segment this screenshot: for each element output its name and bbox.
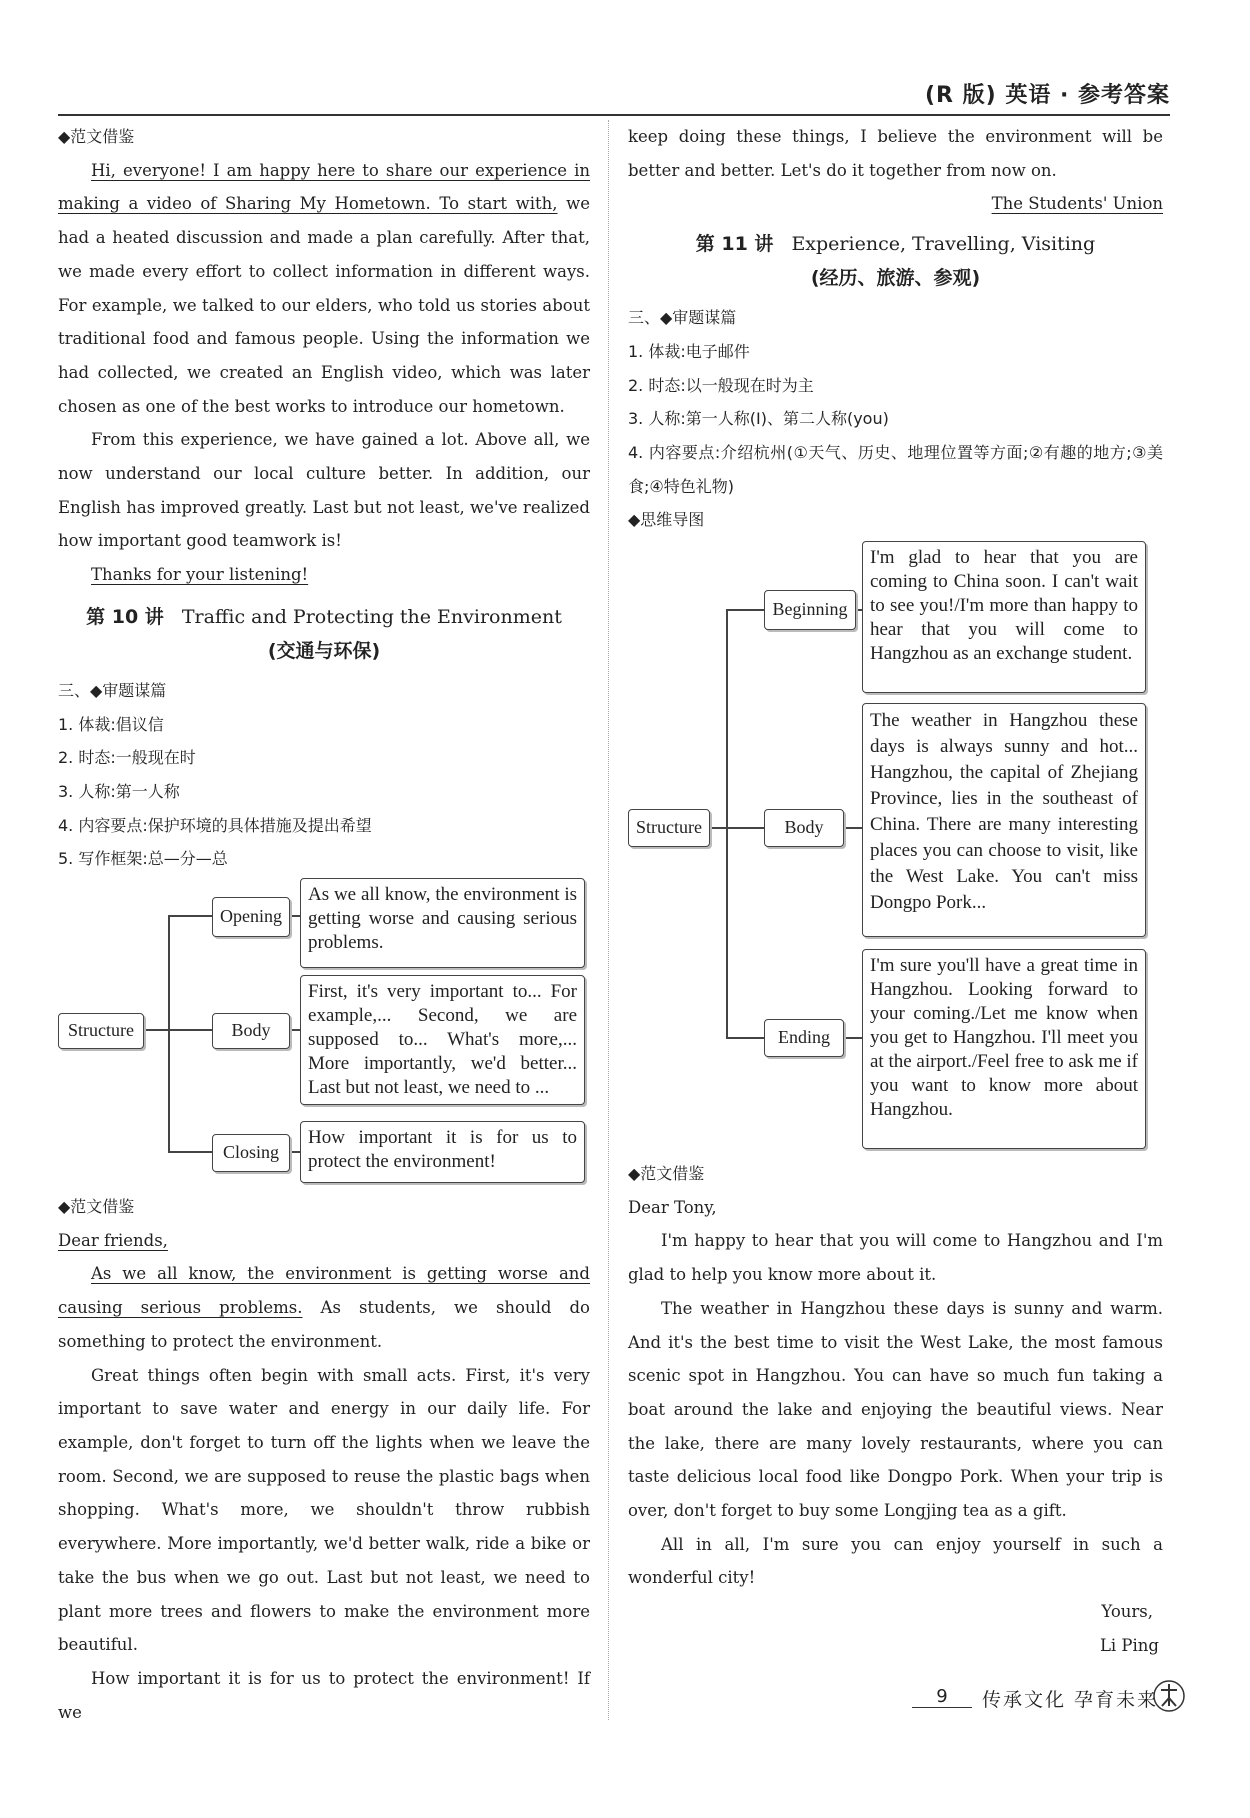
column-divider xyxy=(608,120,609,1720)
connector-line xyxy=(726,609,728,1037)
model-essay-heading: ◆范文借鉴 xyxy=(58,127,135,146)
model-essay-paragraph: How important it is for us to protect the environment! If we xyxy=(58,1668,590,1722)
model-essay-paragraph: Great things often begin with small acts. First, it's very important to save water and energy in our daily life. For example, don't forget to turn off the lights when we leave the room. Second, we are supposed to reuse the plastic bags when shopping. What's more, we shouldn't throw rubbish everywhere. More importantly, we'd better walk, ride a bike or take the bus when we go out. Last but not least, we need to plant more trees and flowers to make the environment more beautiful. xyxy=(58,1365,590,1655)
lecture-10-subtitle: (交通与环保) xyxy=(267,639,381,662)
analysis-item: 3. 人称:第一人称(I)、第二人称(you) xyxy=(628,409,889,429)
letter-greeting xyxy=(58,1224,590,1258)
lecture-name: Traffic and Protecting the Environment xyxy=(181,605,562,628)
underlined-sentence: The Students' Union xyxy=(991,194,1163,214)
connector-line xyxy=(726,609,764,611)
connector-line xyxy=(168,1151,212,1153)
mindmap-root: Structure xyxy=(58,1013,144,1049)
underlined-sentence: Thanks for your listening! xyxy=(91,565,309,585)
mindmap-heading: ◆思维导图 xyxy=(628,510,705,530)
letter-signature xyxy=(628,187,1163,221)
mindmap-body-text: First, it's very important to... For example,... Second, we are supposed to... What's more,... More importantly, we'd better... Last but not least, we need to ... xyxy=(300,975,585,1105)
model-essay-heading: ◆范文借鉴 xyxy=(628,1164,705,1184)
connector-line xyxy=(168,915,212,917)
left-column xyxy=(58,120,590,1729)
analysis-item: 5. 写作框架:总—分—总 xyxy=(58,849,228,869)
letter-closing: Yours, xyxy=(1101,1602,1153,1622)
mindmap-ending-text: I'm sure you'll have a great time in Hangzhou. Looking forward to your coming./Let me know when you get to Hangzhou. I'll meet you at the airport./Feel free to ask me if you want to know more about Hangzhou. xyxy=(862,949,1146,1149)
analysis-item: 4. 内容要点:保护环境的具体措施及提出希望 xyxy=(58,815,372,835)
lecture-name: Experience, Travelling, Visiting xyxy=(791,233,1096,256)
underlined-sentence: As we all know, the environment is getting worse and causing serious problems. xyxy=(58,1264,590,1318)
footer-slogan: 传承文化 孕育未来 xyxy=(982,1689,1159,1711)
lecture-11-title xyxy=(628,227,1163,261)
connector-line xyxy=(842,827,862,829)
lecture-number: 第 10 讲 xyxy=(86,605,164,628)
model-essay-heading: ◆范文借鉴 xyxy=(58,1197,135,1217)
analysis-item: 4. 内容要点:介绍杭州(①天气、历史、地理位置等方面;②有趣的地方;③美食;④特色礼物) xyxy=(628,442,1163,496)
lecture-11-subtitle: (经历、旅游、参观) xyxy=(810,267,981,290)
model-essay-paragraph: keep doing these things, I believe the environment will be better and better. Let's do it together from now on. xyxy=(628,127,1163,180)
model-essay-closing xyxy=(58,558,590,592)
mindmap-lecture-10 xyxy=(58,876,590,1186)
mindmap-node-beginning: Beginning xyxy=(764,590,856,630)
connector-line xyxy=(726,827,764,829)
page-header xyxy=(58,74,1170,116)
page-number: 9 xyxy=(912,1686,972,1708)
underlined-sentence: Dear friends, xyxy=(58,1230,168,1250)
analysis-item: 1. 体裁:倡议信 xyxy=(58,714,164,734)
underlined-sentence: Hi, everyone! I am happy here to share our experience in making a video of Sharing My Hometown. To start with, xyxy=(58,160,590,214)
right-column xyxy=(628,120,1163,1663)
analysis-item: 2. 时态:一般现在时 xyxy=(58,748,196,768)
model-essay-paragraph: From this experience, we have gained a lot. Above all, we now understand our local culture better. In addition, our English has improved greatly. Last but not least, we've realized how important good teamwork is! xyxy=(58,430,590,551)
letter-paragraph: All in all, I'm sure you can enjoy yourself in such a wonderful city! xyxy=(628,1534,1163,1588)
connector-line xyxy=(144,1029,168,1031)
paragraph-text: As students, we should do something to protect the environment. xyxy=(58,1298,590,1351)
lecture-number: 第 11 讲 xyxy=(695,233,774,256)
analysis-item: 3. 人称:第一人称 xyxy=(58,781,180,801)
model-essay-paragraph xyxy=(58,1257,590,1358)
letter-name: Li Ping xyxy=(1099,1635,1159,1655)
mindmap-lecture-11 xyxy=(628,537,1163,1187)
mindmap-root: Structure xyxy=(628,809,710,847)
mindmap-node-closing: Closing xyxy=(212,1134,290,1172)
mindmap-body-text: The weather in Hangzhou these days is always sunny and hot... Hangzhou, the capital of Zhejiang Province, lies in the southeast of China. There are many interesting places you can choose to visit, like the West Lake. You can't miss Dongpo Pork... xyxy=(862,703,1146,937)
mindmap-node-ending: Ending xyxy=(764,1019,844,1057)
mindmap-node-opening: Opening xyxy=(212,897,290,937)
publisher-logo-icon xyxy=(1152,1676,1186,1716)
mindmap-beginning-text: I'm glad to hear that you are coming to China soon. I can't wait to see you!/I'm more than happy to hear that you will come to Hangzhou as an exchange student. xyxy=(862,541,1146,693)
letter-greeting: Dear Tony, xyxy=(628,1197,717,1217)
connector-line xyxy=(708,827,726,829)
connector-line xyxy=(168,1029,212,1031)
analysis-heading: 三、◆审题谋篇 xyxy=(628,308,737,328)
mindmap-opening-text: As we all know, the environment is getting worse and causing serious problems. xyxy=(300,878,585,968)
connector-line xyxy=(168,915,170,1152)
connector-line xyxy=(842,1037,862,1039)
header-title: (R 版) 英语 · 参考答案 xyxy=(924,83,1170,108)
lecture-10-title xyxy=(58,600,590,634)
paragraph-text: we had a heated discussion and made a plan carefully. After that, we made every effort to collect information in different ways. For example, we talked to our elders, who told us stories about traditional food and famous people. Using the information we had collected, we created an English video, which was later chosen as one of the best works to introduce our hometown. xyxy=(58,194,590,416)
mindmap-closing-text: How important it is for us to protect the environment! xyxy=(300,1121,585,1183)
analysis-item: 2. 时态:以一般现在时为主 xyxy=(628,375,814,395)
letter-paragraph: The weather in Hangzhou these days is sunny and warm. And it's the best time to visit the West Lake, the most famous scenic spot in Hangzhou. You can have so much fun taking a boat around the lake and enjoying the beautiful views. Near the lake, there are many lovely restaurants, where you can taste delicious local food like Dongpo Pork. When your trip is over, don't forget to buy some Longjing tea as a gift. xyxy=(628,1298,1163,1521)
analysis-heading: 三、◆审题谋篇 xyxy=(58,680,167,700)
analysis-item: 1. 体裁:电子邮件 xyxy=(628,341,750,361)
model-essay-paragraph xyxy=(58,154,590,424)
letter-paragraph: I'm happy to hear that you will come to Hangzhou and I'm glad to help you know more about it. xyxy=(628,1231,1163,1285)
mindmap-node-body: Body xyxy=(764,809,844,847)
mindmap-node-body: Body xyxy=(212,1013,290,1049)
connector-line xyxy=(726,1037,764,1039)
